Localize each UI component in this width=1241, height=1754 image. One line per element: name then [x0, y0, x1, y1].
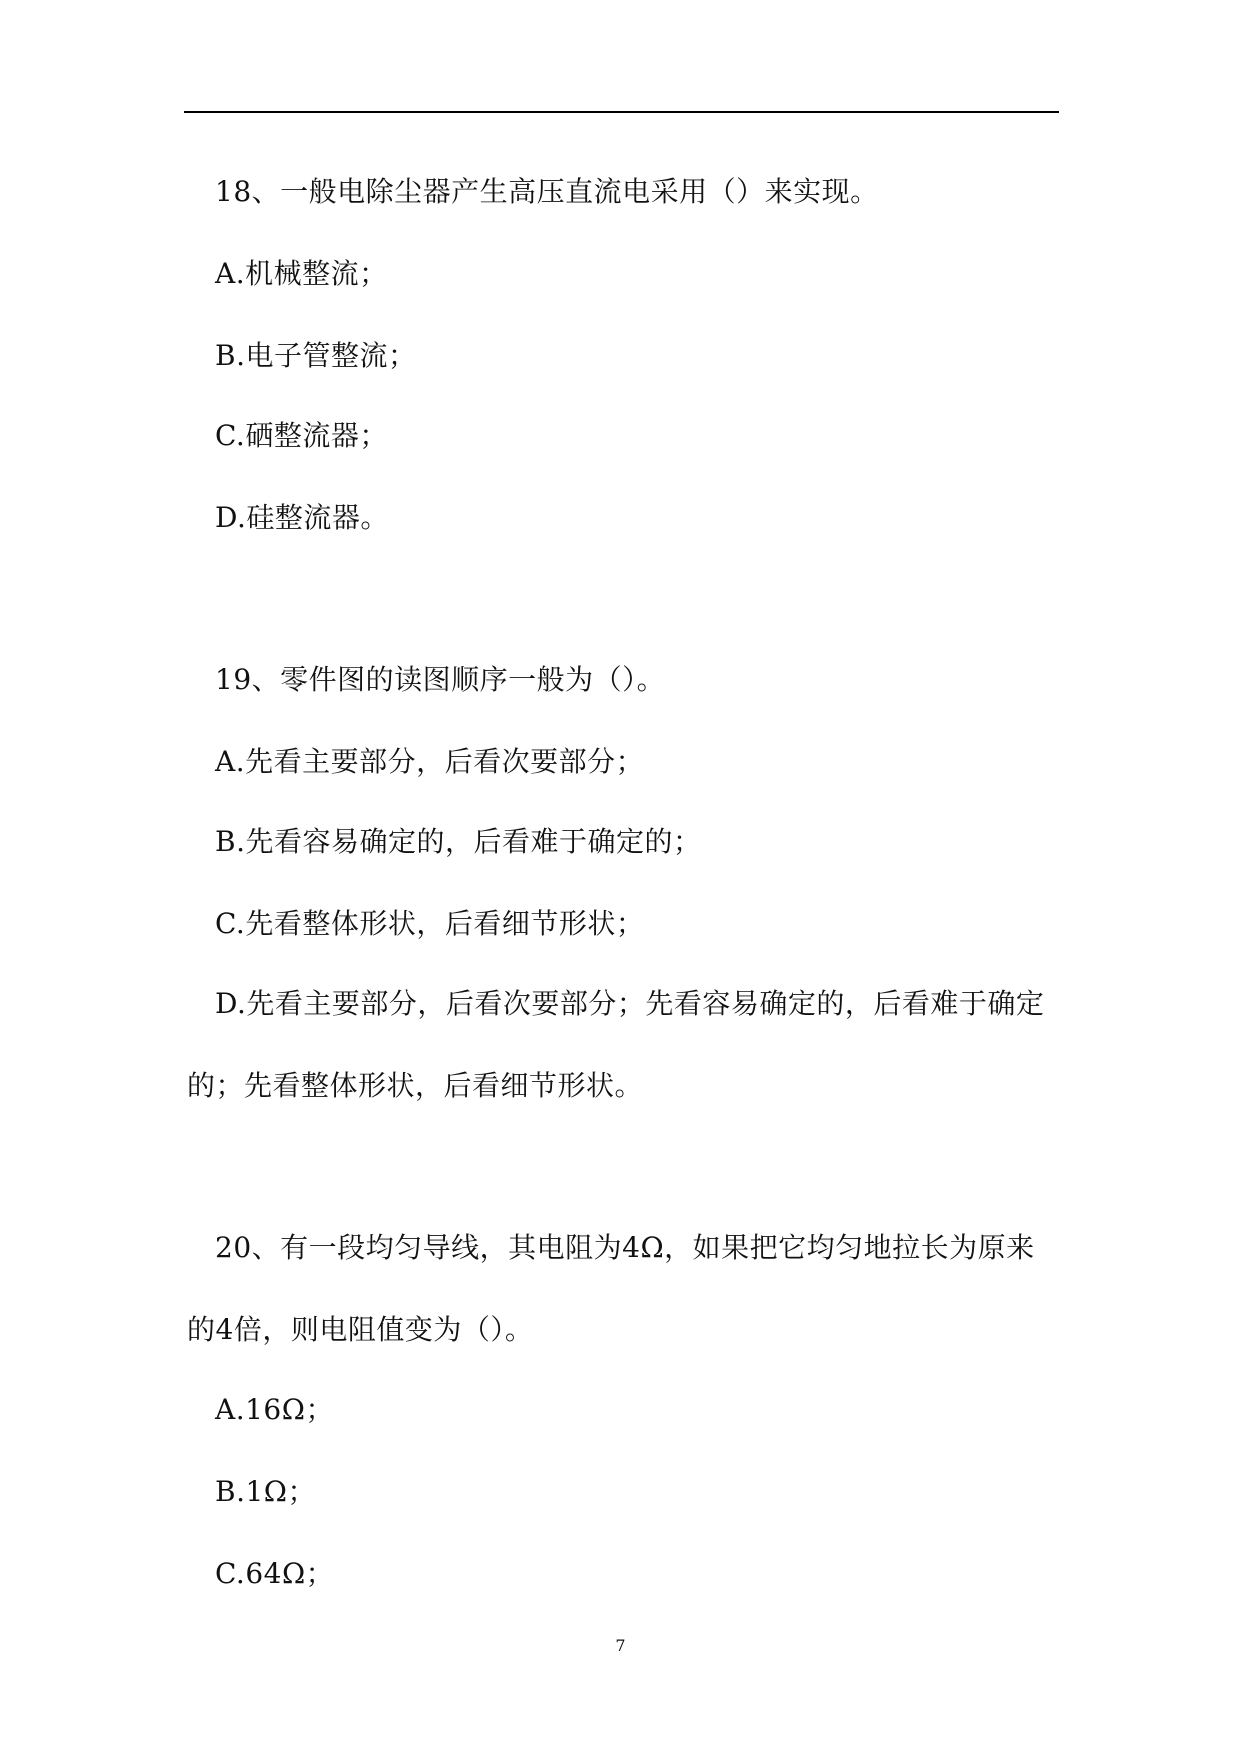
option-d: D.先看主要部分，后看次要部分；先看容易确定的，后看难于确定: [215, 987, 1045, 1020]
option-b: B.1Ω；: [215, 1475, 317, 1508]
page-number: 7: [615, 1636, 626, 1655]
option-d-continued: 的；先看整体形状，后看细节形状。: [187, 1069, 644, 1102]
question-stem-continued: 的4倍，则电阻值变为（）。: [187, 1313, 534, 1346]
option-a: A.机械整流；: [215, 257, 388, 290]
header-rule: [184, 111, 1059, 113]
option-a: A.先看主要部分，后看次要部分；: [215, 745, 645, 778]
question-stem: 18、一般电除尘器产生高压直流电采用（）来实现。: [215, 175, 879, 208]
option-c: C.64Ω；: [215, 1557, 335, 1590]
option-a: A.16Ω；: [215, 1393, 334, 1426]
option-c: C.硒整流器；: [215, 419, 388, 452]
option-b: B.电子管整流；: [215, 339, 417, 372]
option-d: D.硅整流器。: [215, 501, 389, 534]
question-stem: 19、零件图的读图顺序一般为（）。: [215, 663, 666, 696]
option-c: C.先看整体形状，后看细节形状；: [215, 907, 645, 940]
question-stem: 20、有一段均匀导线，其电阻为4Ω，如果把它均匀地拉长为原来: [215, 1231, 1035, 1264]
option-b: B.先看容易确定的，后看难于确定的；: [215, 825, 702, 858]
